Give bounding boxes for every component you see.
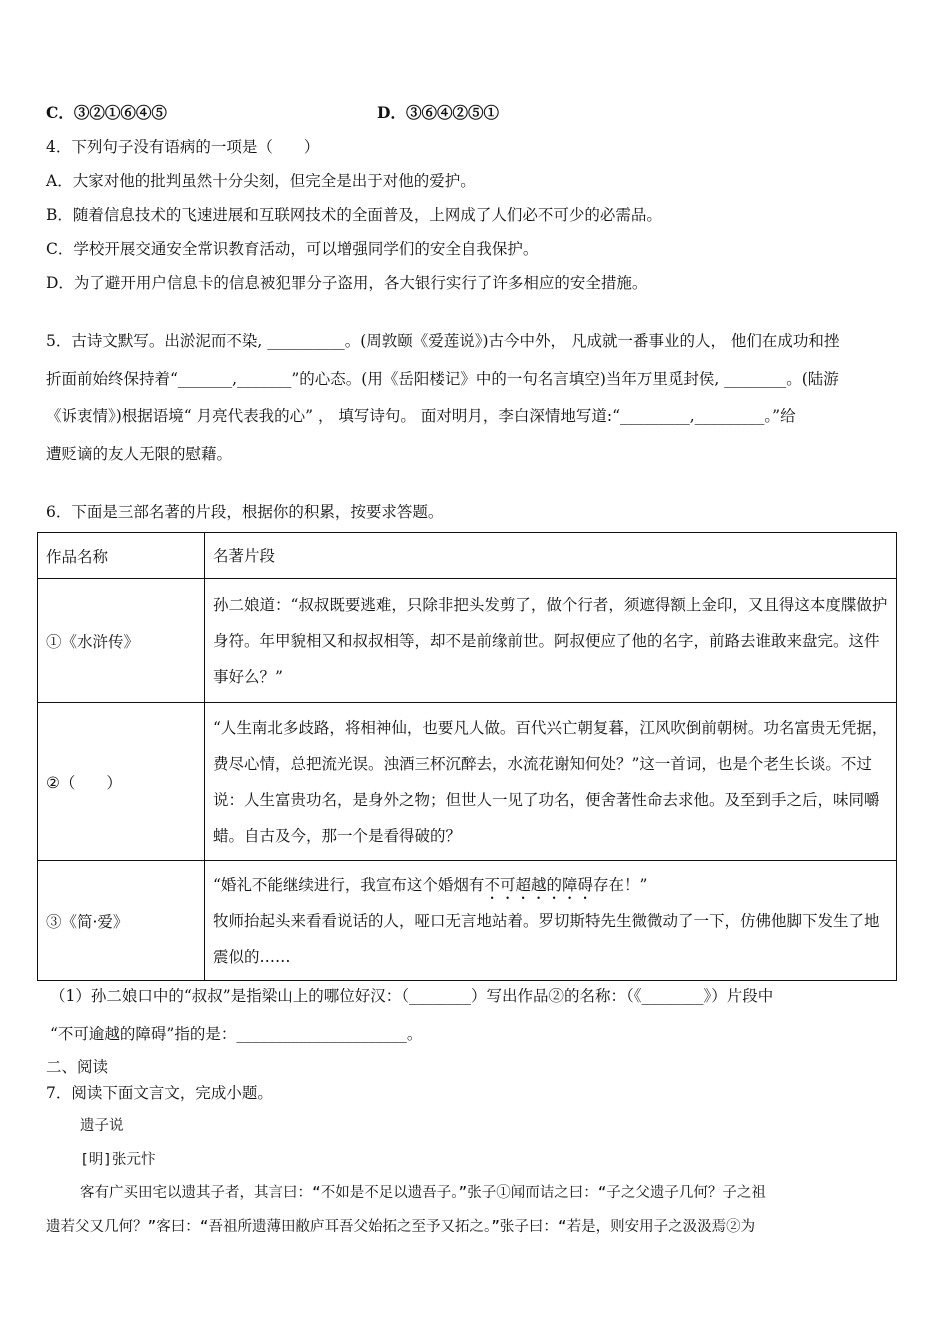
q5-line-1: 5．古诗文默写。出淤泥而不染, __________。(周敦颐《爱莲说》)古今中外， 凡成就一番事业的人， 他们在成功和挫 [46, 332, 840, 350]
q4-option-d: D．为了避开用户信息卡的信息被犯罪分子盗用，各大银行实行了许多相应的安全措施。 [46, 274, 648, 292]
header-work-name: 作品名称 [38, 533, 205, 579]
q6-stem: 6．下面是三部名著的片段，根据你的积累，按要求答题。 [46, 503, 444, 521]
q6-sub-1-line-2: “不可逾越的障碍”指的是：______________________。 [50, 1025, 423, 1043]
work-name-cell: ②（ ） [38, 703, 205, 861]
header-excerpt: 名著片段 [205, 533, 897, 579]
table-row [38, 703, 897, 861]
q6-sub-1-line-1: （1）孙二娘口中的“叔叔”是指梁山上的哪位好汉：（________）写出作品②的名称：（《________》）片段中 [50, 987, 774, 1005]
q7-stem: 7．阅读下面文言文，完成小题。 [46, 1084, 273, 1102]
excerpt-cell: 孙二娘道：“叔叔既要逃难，只除非把头发剪了，做个行者，须遮得额上金印，又且得这本度牒做护身符。年甲貌相又和叔叔相等，却不是前缘前世。阿叔便应了他的名字，前路去谁敢来盘完。这件事好么？” [205, 579, 897, 703]
excerpt-rest: 牧师抬起头来看看说话的人，哑口无言地站着。罗切斯特先生微微动了一下，仿佛他脚下发生了地震似的…… [213, 911, 880, 966]
passage-line-2: 遗若父又几何？”客曰：“吾祖所遗薄田敝庐耳吾父始拓之至予又拓之。”张子曰：“若是，则安用子之汲汲焉②为 [46, 1219, 756, 1235]
q4-stem: 4．下列句子没有语病的一项是（ ） [46, 138, 320, 156]
table-row [38, 861, 897, 981]
passage-line-1: 客有广买田宅以遗其子者，其言曰：“不如是不足以遗吾子。”张子①闻而诘之曰：“子之父遗子几何？子之祖 [80, 1185, 766, 1201]
section-heading-reading: 二、阅读 [46, 1058, 109, 1076]
q5-line-3: 《诉衷情》)根据语境“ 月亮代表我的心” ， 填写诗句。 面对明月，李白深情地写道:“_________,_________。”给 [46, 407, 796, 425]
excerpt-cell: “人生南北多歧路，将相神仙，也要凡人做。百代兴亡朝复暮，江风吹倒前朝树。功名富贵无凭据，费尽心情，总把流光误。浊酒三杯沉醉去，水流花谢知何处？”这一首词，也是个老生长谈。不过说：人生富贵功名，是身外之物；但世人一见了功名，便舍著性命去求他。及至到手之后，味同嚼蜡。自古及今，那一个是看得破的？ [205, 703, 897, 861]
q4-option-b: B．随着信息技术的飞速进展和互联网技术的全面普及，上网成了人们必不可少的必需品。 [46, 206, 662, 224]
table-row [38, 579, 897, 703]
q5-line-4: 遭贬谪的友人无限的慰藉。 [46, 445, 233, 463]
work-name-cell: ①《水浒传》 [38, 579, 205, 703]
q5-line-2: 折面前始终保持着“_______,_______”的心态。(用《岳阳楼记》中的一句名言填空)当年万里觅封侯, ________。(陆游 [46, 370, 839, 388]
q3-option-c: C．③②①⑥④⑤ [46, 103, 167, 122]
passage-title: 遗子说 [80, 1118, 124, 1134]
work-name-cell: ③《简·爱》 [38, 861, 205, 981]
q4-option-a: A．大家对他的批判虽然十分尖刻，但完全是出于对他的爱护。 [46, 172, 476, 190]
q4-option-c: C．学校开展交通安全常识教育活动，可以增强同学们的安全自我保护。 [46, 240, 539, 258]
q3-option-d: D．③⑥④②⑤① [377, 103, 499, 122]
works-table [37, 532, 897, 981]
table-header-row [38, 533, 897, 579]
excerpt-line-1: “婚礼不能继续进行，我宣布这个婚烟有不可超越的障碍存在！” [213, 875, 648, 894]
passage-author: [明]张元忭 [80, 1152, 156, 1168]
emphasized-phrase: 不可超越的障碍 [484, 875, 593, 894]
excerpt-cell [205, 861, 897, 981]
